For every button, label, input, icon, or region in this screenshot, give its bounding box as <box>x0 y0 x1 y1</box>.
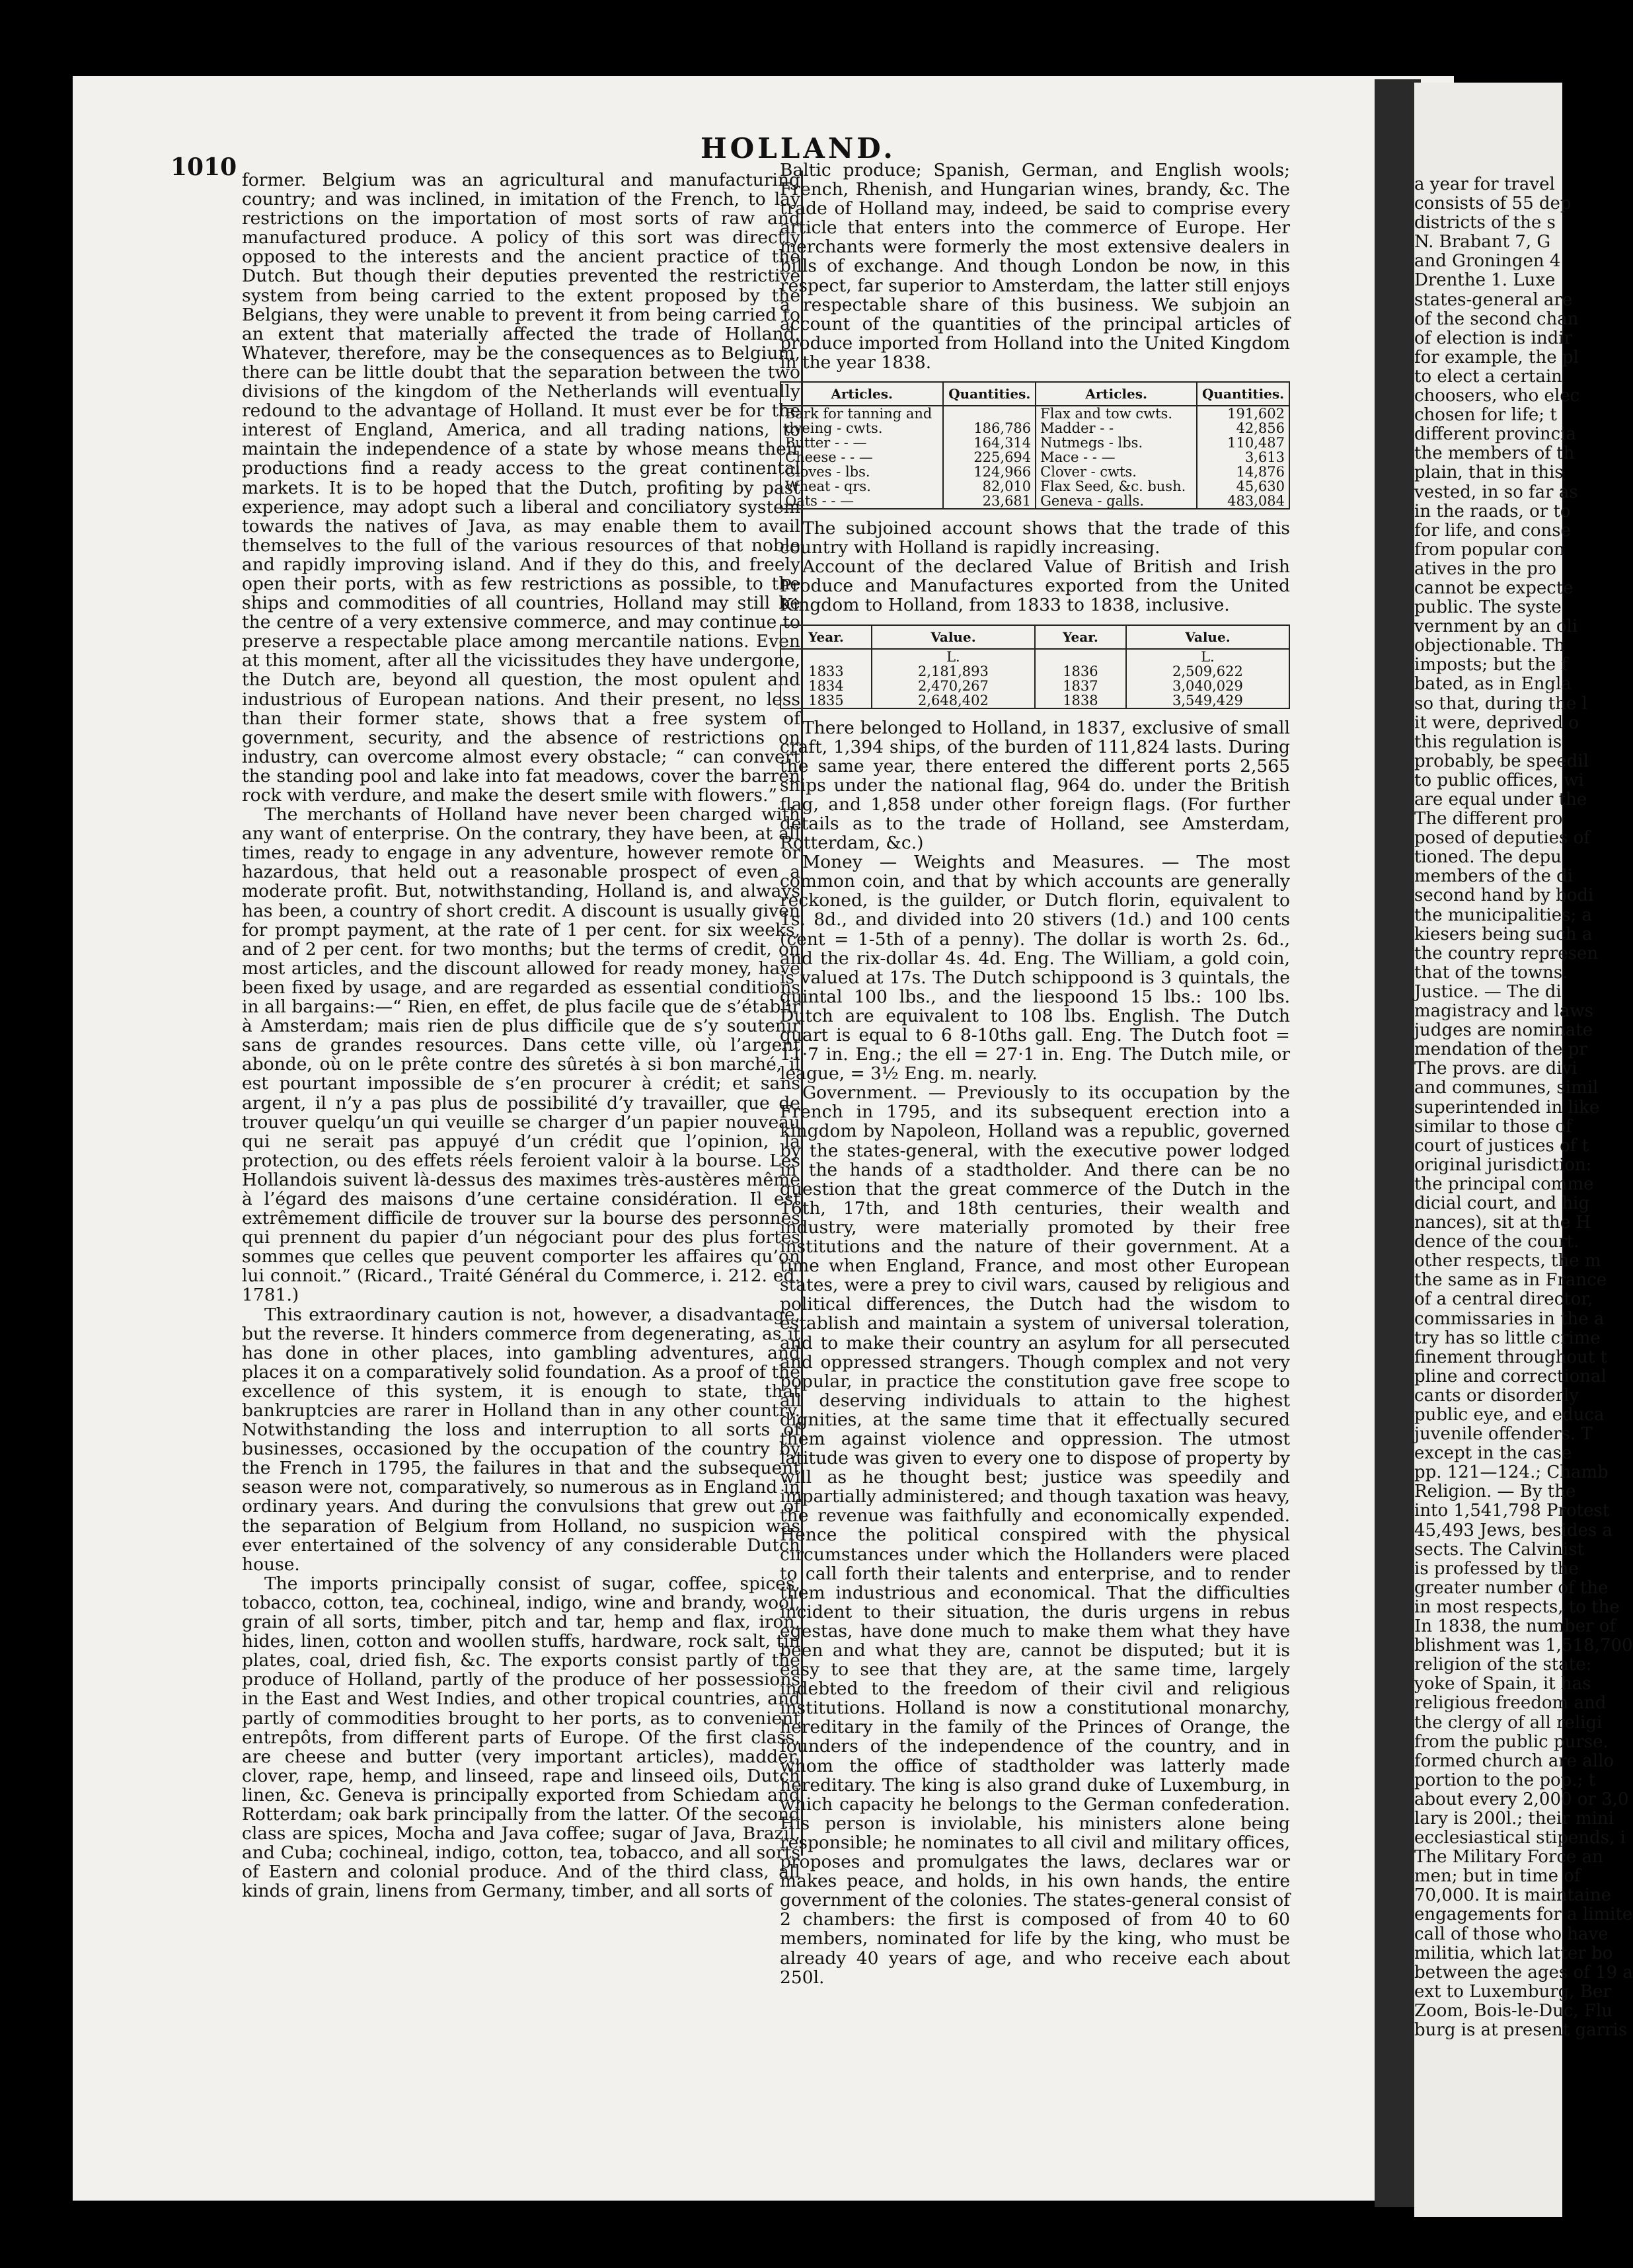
edge-line: vested, in so far as <box>1414 482 1578 502</box>
edge-line: chosen for life; t <box>1414 405 1557 426</box>
edge-line: Zoom, Bois-le-Duc, Flu <box>1414 2000 1613 2021</box>
edge-line: choosers, who elec <box>1414 386 1580 406</box>
edge-line: finement throughout t <box>1414 1347 1607 1367</box>
edge-line: nances), sit at the H <box>1414 1213 1591 1233</box>
table-row <box>780 479 1289 494</box>
edge-line: dicial court, and hig <box>1414 1193 1590 1213</box>
table-cell: Wheat - qrs. <box>780 479 943 494</box>
table-cell: 124,966 <box>943 465 1036 479</box>
edge-line: blishment was 1,518,700 <box>1414 1636 1633 1656</box>
page-number: 1010 <box>171 153 237 181</box>
table-cell: Butter - - — <box>780 435 943 450</box>
edge-line: religious freedom and <box>1414 1693 1607 1714</box>
edge-line: Drenthe 1. Luxe <box>1414 270 1556 291</box>
table-cell: 1836 <box>1035 664 1126 679</box>
paragraph: Government. — Previously to its occupation by the French in 1795, and its subsequent erection into a kingdom by Napoleon, Holland was a republic, governed by the states-general, with the executive power lodged in the hands of a stadtholder. And there can be no question that the great commerce of the Dutch in the 16th, 17th, and 18th centuries, their wealth and industry, were materially promoted by their free institutions and the nature of their government. At a time when England, France, and most other European states, were a prey to civil wars, caused by religious and political differences, the Dutch had the wisdom to establish and maintain a system of universal toleration, and to make their country an asylum for all persecuted and oppressed strangers. Though complex and not very popular, in practice the constitution gave free scope to all deserving individuals to attain to the highest dignities, at the same time that it effectually secured them against violence and oppression. The utmost latitude was given to every one to dispose of property by will as he thought best; justice was speedily and impartially administered; and though taxation was heavy, the revenue was faithfully and economically expended. Hence the political conspired with the physical circumstances under which the Hollanders were placed to call forth their talents and enterprise, and to render them industrious and economical. That the difficulties incident to their situation, the duris urgens in rebus egestas, have done much to make them what they have been and what they are, cannot be disputed; but it is easy to see that they are, at the same time, largely indebted to the freedom of their civil and religious institutions. Holland is now a constitutional monarchy, hereditary in the family of the Princes of Orange, the founders of the independence of the country, and in whom the office of stadtholder was latterly made hereditary. The king is also grand duke of Luxemburg, in which capacity he belongs to the German confederation. His person is inviolable, his ministers alone being responsible; he nominates to all civil and military offices, proposes and promulgates the laws, declares war or makes peace, and holds, in his own hands, the entire government of the colonies. The states-general consist of 2 chambers: the first is composed of from 40 to 60 members, nominated for life by the king, who must be already 40 years of age, and who receive each about 250l. <box>780 1082 1290 1988</box>
edge-line: second hand by bodi <box>1414 886 1594 906</box>
table-cell: 23,681 <box>943 494 1036 509</box>
table-cell: Bark for tanning and <box>780 406 943 421</box>
edge-line: from the public purse. <box>1414 1731 1609 1752</box>
table-cell: 2,470,267 <box>872 679 1035 693</box>
table-cell: 2,181,893 <box>872 664 1035 679</box>
edge-line: districts of the s <box>1414 213 1556 233</box>
edge-line: of the second chan <box>1414 309 1579 329</box>
edge-line: vernment by an oli <box>1414 617 1578 637</box>
edge-line: states-general are <box>1414 289 1573 310</box>
edge-line: probably, be speedil <box>1414 751 1589 771</box>
edge-line: men; but in time of <box>1414 1866 1581 1887</box>
table-cell: 3,040,029 <box>1126 679 1289 693</box>
table-cell: Nutmegs - lbs. <box>1036 435 1197 450</box>
edge-line: atives in the pro <box>1414 558 1556 579</box>
edge-line: to elect a certain <box>1414 366 1562 387</box>
table-cell: 1835 <box>780 693 872 708</box>
paragraph: former. Belgium was an agricultural and manufacturing country; and was inclined, in imitation of the French, to lay restrictions on the importation of most sorts of raw and manufactured produce. A policy of this sort was directly opposed to the interests and the ancient practice of the Dutch. But though their deputies prevented the restrictive system from being carried to the extent proposed by the Belgians, they were unable to prevent it from being carried to an extent that materially affected the trade of Holland. Whatever, therefore, may be the consequences as to Belgium, there can be little doubt that the separation between the two divisions of the kingdom of the Netherlands will eventually redound to the advantage of Holland. It must ever be for the interest of England, America, and all trading nations, to maintain the independence of a state by whose means their productions find a ready access to the great continental markets. It is to be hoped that the Dutch, profiting by past experience, may adopt such a liberal and conciliatory system towards the natives of Java, as may enable them to avail themselves to the full of the various resources of that noble and rapidly improving island. And if they do this, and freely open their ports, with as few restrictions as possible, to the ships and commodities of all countries, Holland may still be the centre of a very extensive commerce, and may continue to preserve a respectable place among mercantile nations. Even at this moment, after all the vicissitudes they have undergone, the Dutch are, beyond all question, the most opulent and industrious of European nations. And their present, no less than their former state, shows that a free system of government, security, and the absence of restrictions on industry, can overcome almost every obstacle; “ can convert the standing pool and lake into fat meadows, cover the barren rock with verdure, and make the desert smile with flowers.” <box>242 170 800 806</box>
table-row <box>780 450 1289 465</box>
paragraph: This extraordinary caution is not, however, a disadvantage, but the reverse. It hinders commerce from degenerating, as it has done in other places, into gambling adventures, and places it on a comparatively solid foundation. As a proof of the excellence of this system, it is enough to state, that bankruptcies are rarer in Holland than in any other country. Notwithstanding the loss and interruption to all sorts of businesses, occasioned by the occupation of the country by the French in 1795, the failures in that and the subsequent season were not, comparatively, so numerous as in England in ordinary years. And during the convulsions that grew out of the separation of Belgium from Holland, no suspicion was ever entertained of the solvency of any considerable Dutch house. <box>242 1304 800 1575</box>
edge-line: sects. The Calvinist <box>1414 1539 1584 1560</box>
edge-line: a year for travel <box>1414 174 1555 194</box>
next-page-column-edge <box>1414 174 1633 2040</box>
paragraph: There belonged to Holland, in 1837, exclusive of small craft, 1,394 ships, of the burden of 111,824 lasts. During the same year, there entered the different ports 2,565 ships under the national flag, 964 do. under the British flag, and 1,858 under other foreign flags. (For further details as to the trade of Holland, see Amsterdam, Rotterdam, &c.) <box>780 717 1290 854</box>
table-cell: 45,630 <box>1197 479 1289 494</box>
edge-line: judges are nominate <box>1414 1020 1593 1041</box>
edge-line: tioned. The depu <box>1414 847 1562 868</box>
edge-line: engagements for a limite <box>1414 1905 1633 1925</box>
left-column <box>242 170 800 1902</box>
edge-line: imposts; but the f <box>1414 655 1568 675</box>
table-header: Year. <box>780 625 872 649</box>
paragraph: The subjoined account shows that the trade of this country with Holland is rapidly increasing. <box>780 518 1290 558</box>
edge-line: mendation of the pr <box>1414 1040 1587 1060</box>
right-column <box>780 160 1290 1988</box>
table-row <box>780 435 1289 450</box>
table-cell: Flax Seed, &c. bush. <box>1036 479 1197 494</box>
table-cell: 1837 <box>1035 679 1126 693</box>
table-row <box>780 679 1289 693</box>
table-header: Value. <box>872 625 1035 649</box>
table-row <box>780 406 1289 421</box>
edge-line: 70,000. It is maintaine <box>1414 1885 1612 1906</box>
edge-line: superintended in like <box>1414 1097 1600 1117</box>
table-cell: Clover - cwts. <box>1036 465 1197 479</box>
edge-line: cannot be expecte <box>1414 578 1574 598</box>
edge-line: juvenile offenders. T <box>1414 1424 1593 1445</box>
table-row <box>780 465 1289 479</box>
edge-line: for life, and conse <box>1414 520 1571 541</box>
edge-line: the municipalities; a <box>1414 905 1592 925</box>
edge-line: burg is at present garris <box>1414 2020 1628 2040</box>
edge-line: the members of th <box>1414 443 1575 464</box>
edge-line: and communes, simil <box>1414 1078 1599 1098</box>
table-cell: 2,648,402 <box>872 693 1035 708</box>
edge-line: so that, during the l <box>1414 693 1587 714</box>
edge-line: is professed by the <box>1414 1558 1579 1579</box>
table-cell: 483,084 <box>1197 494 1289 509</box>
edge-line: In 1838, the number of <box>1414 1616 1616 1637</box>
edge-line: The different pro <box>1414 809 1563 829</box>
edge-line: yoke of Spain, it has <box>1414 1674 1591 1694</box>
table-cell: dyeing - cwts. <box>780 421 943 435</box>
edge-line: portion to the pop.; t <box>1414 1770 1596 1790</box>
edge-line: 45,493 Jews, besides a <box>1414 1520 1613 1540</box>
edge-line: different provincia <box>1414 424 1576 445</box>
table-cell: Geneva - galls. <box>1036 494 1197 509</box>
edge-line: into 1,541,798 Protest <box>1414 1501 1610 1521</box>
edge-line: Justice. — The di <box>1414 981 1562 1002</box>
edge-line: similar to those of <box>1414 1116 1572 1137</box>
edge-line: the country represen <box>1414 943 1599 964</box>
edge-line: to public offices, wi <box>1414 770 1584 790</box>
edge-line: court of justices of t <box>1414 1135 1589 1156</box>
paragraph: The imports principally consist of sugar, coffee, spices, tobacco, cotton, tea, cochineal, indigo, wine and brandy, wool, grain of all sorts, timber, pitch and tar, hemp and flax, iron, hides, linen, cotton and woollen stuffs, hardware, rock salt, tin plates, coal, dried fish, &c. The exports consist partly of the produce of Holland, partly of the produce of her possessions in the East and West Indies, and other tropical countries, and partly of commodities brought to her ports, as to convenient entrepôts, from different parts of Europe. Of the first class, are cheese and butter (very important articles), madder, clover, rape, hemp, and linseed, rape and linseed oils, Dutch linen, &c. Geneva is principally exported from Schiedam and Rotterdam; oak bark principally from the latter. Of the second class are spices, Mocha and Java coffee; sugar of Java, Brazil, and Cuba; cochineal, indigo, cotton, tea, tobacco, and all sorts of Eastern and colonial produce. And of the third class, all kinds of grain, linens from Germany, timber, and all sorts of <box>242 1573 800 1902</box>
edge-line: consists of 55 dep <box>1414 194 1572 214</box>
edge-line: members of the di <box>1414 866 1574 887</box>
edge-line: pp. 121—124.; Chamb <box>1414 1462 1609 1483</box>
table-cell: 3,613 <box>1197 450 1289 465</box>
edge-line: the same as in France <box>1414 1270 1607 1291</box>
edge-line: ecclesiastical stipends, i <box>1414 1828 1626 1848</box>
edge-line: from popular con <box>1414 539 1565 560</box>
edge-line: call of those who have <box>1414 1924 1609 1944</box>
edge-line: the principal comme <box>1414 1174 1594 1194</box>
edge-line: ext to Luxemburg, Ber <box>1414 1981 1611 2002</box>
edge-line: other respects, the m <box>1414 1251 1601 1271</box>
table-cell: 225,694 <box>943 450 1036 465</box>
edge-line: are equal under the <box>1414 790 1587 810</box>
table-cell: 164,314 <box>943 435 1036 450</box>
edge-line: plain, that in this <box>1414 463 1564 483</box>
table-cell: 1833 <box>780 664 872 679</box>
edge-line: this regulation is <box>1414 732 1562 752</box>
exports-table <box>780 624 1290 709</box>
table-cell: Mace - - — <box>1036 450 1197 465</box>
table-header: Year. <box>1035 625 1126 649</box>
account-title: Account of the declared Value of British and Irish Produce and Manufactures exported from the United Kingdom to Holland, from 1833 to 1838, inclusive. <box>780 556 1290 616</box>
edge-line: greater number of the <box>1414 1577 1609 1598</box>
table-cell: Madder - - <box>1036 421 1197 435</box>
edge-line: in most respects, to the <box>1414 1597 1620 1617</box>
edge-line: lary is 200l.; their mini <box>1414 1808 1614 1829</box>
table-cell: 14,876 <box>1197 465 1289 479</box>
edge-line: try has so little crime <box>1414 1328 1601 1348</box>
edge-line: in the raads, or to <box>1414 501 1571 521</box>
edge-line: between the ages of 19 a <box>1414 1962 1633 1983</box>
table-cell: 2,509,622 <box>1126 664 1289 679</box>
edge-line: pline and correctional <box>1414 1366 1607 1386</box>
running-head: HOLLAND. <box>701 132 896 165</box>
table-header: Quantities. <box>943 382 1036 406</box>
paragraph: Money — Weights and Measures. — The most common coin, and that by which accounts are generally reckoned, is the guilder, or Dutch florin, equivalent to 1s. 8d., and divided into 20 stivers (1d.) and 100 cents (cent = 1-5th of a penny). The dollar is worth 2s. 6d., and the rix-dollar 4s. 4d. Eng. The William, a gold coin, is valued at 17s. The Dutch schippoond is 3 quintals, the quintal 100 lbs., and the liespoond 15 lbs.: 100 lbs. Dutch are equivalent to 108 lbs. English. The Dutch quart is equal to 6 8-10ths gall. Eng. The Dutch foot = 11·7 in. Eng.; the ell = 27·1 in. Eng. The Dutch mile, or league, = 3½ Eng. m. nearly. <box>780 852 1290 1084</box>
edge-line: except in the case <box>1414 1443 1572 1464</box>
edge-line: of a central director, <box>1414 1289 1593 1310</box>
edge-line: formed church are allo <box>1414 1751 1614 1771</box>
edge-line: N. Brabant 7, G <box>1414 232 1551 252</box>
edge-line: bated, as in Engla <box>1414 674 1572 695</box>
edge-line: public eye, and educa <box>1414 1405 1605 1425</box>
table-cell: Cloves - lbs. <box>780 465 943 479</box>
edge-line: about every 2,000 or 3,0 <box>1414 1789 1629 1809</box>
edge-line: of election is indir <box>1414 328 1572 348</box>
imports-table <box>780 381 1290 510</box>
edge-line: The provs. are divi <box>1414 1059 1577 1079</box>
edge-line: magistracy and laws <box>1414 1001 1593 1022</box>
edge-line: that of the towns. <box>1414 962 1568 983</box>
table-row <box>780 664 1289 679</box>
table-cell: 186,786 <box>943 421 1036 435</box>
edge-line: commissaries in the a <box>1414 1308 1605 1329</box>
table-cell: 82,010 <box>943 479 1036 494</box>
unit-label: L. <box>1126 649 1289 664</box>
table-header: Quantities. <box>1197 382 1289 406</box>
edge-line: original jurisdiction: <box>1414 1154 1592 1175</box>
edge-line: The Military Force an <box>1414 1847 1603 1868</box>
table-cell: 1834 <box>780 679 872 693</box>
edge-line: and Groningen 4 <box>1414 251 1561 272</box>
edge-line: Religion. — By the <box>1414 1482 1576 1502</box>
table-cell: Cheese - - — <box>780 450 943 465</box>
edge-line: public. The syste <box>1414 597 1562 618</box>
table-cell: Oats - - — <box>780 494 943 509</box>
edge-line: religion of the state: <box>1414 1655 1592 1675</box>
edge-line: posed of deputies of <box>1414 828 1590 849</box>
edge-line: objectionable. Th <box>1414 636 1565 656</box>
table-row <box>780 693 1289 708</box>
table-row <box>780 421 1289 435</box>
table-cell: 3,549,429 <box>1126 693 1289 708</box>
edge-line: for example, the pl <box>1414 347 1579 367</box>
paragraph: Baltic produce; Spanish, German, and English wools; French, Rhenish, and Hungarian wines, brandy, &c. The trade of Holland may, indeed, be said to comprise every article that enters into the commerce of Europe. Her merchants were formerly the most extensive dealers in bills of exchange. And though London be now, in this respect, far superior to Amsterdam, the latter still enjoys a respectable share of this business. We subjoin an account of the quantities of the principal articles of produce imported from Holland into the United Kingdom in the year 1838. <box>780 160 1290 373</box>
table-header: Articles. <box>780 382 943 406</box>
edge-line: dence of the court. <box>1414 1232 1579 1252</box>
table-cell <box>943 406 1036 421</box>
table-row <box>780 494 1289 509</box>
table-row <box>780 649 1289 664</box>
edge-line: it were, deprived o <box>1414 712 1579 733</box>
paragraph: The merchants of Holland have never been charged with any want of enterprise. On the contrary, they have been, at all times, ready to engage in any adventure, however remote or hazardous, that held out a reasonable prospect of even a moderate profit. But, notwithstanding, Holland is, and always has been, a country of short credit. A discount is usually given for prompt payment, at the rate of 1 per cent. for six weeks, and of 2 per cent. for two months; but the terms of credit, on most articles, and the discount allowed for ready money, have been fixed by usage, and are regarded as essential conditions in all bargains:—“ Rien, en effet, de plus facile que de s’établir à Amsterdam; mais rien de plus difficile que de s’y soutenir sans de grandes resources. Dans cette ville, où l’argent abonde, où on le prête contre des sûretés à si bon marché, il est pourtant impossible de s’en procurer à crédit; et sans argent, il n’y a pas plus de possibilité d’y travailler, que de trouver quelqu’un qui veuille se charger d’un papier nouveau qui ne serait pas appuyé d’un crédit que l’opinion, la protection, ou des effets réels feroient valoir à la bourse. Les Hollandois suivent là-dessus des maximes très-austères même à l’égard des maisons d’une certaine considération. Il est extrêmement difficile de trouver sur la bourse des personnes qui prennent du papier d’un négociant pour des plus fortes sommes que celles que peuvent comporter les affaires qu’on lui connoit.” (Ricard., Traité Général du Commerce, i. 212. ed. 1781.) <box>242 804 800 1306</box>
edge-line: the clergy of all religi <box>1414 1712 1603 1733</box>
edge-line: cants or disorderly <box>1414 1385 1579 1406</box>
unit-label: L. <box>872 649 1035 664</box>
table-cell: 110,487 <box>1197 435 1289 450</box>
table-header: Articles. <box>1036 382 1197 406</box>
table-header: Value. <box>1126 625 1289 649</box>
edge-line: kiesers being such a <box>1414 924 1593 944</box>
table-cell: 191,602 <box>1197 406 1289 421</box>
table-cell: Flax and tow cwts. <box>1036 406 1197 421</box>
table-cell: 42,856 <box>1197 421 1289 435</box>
edge-line: militia, which latter bo <box>1414 1943 1613 1963</box>
table-cell: 1838 <box>1035 693 1126 708</box>
